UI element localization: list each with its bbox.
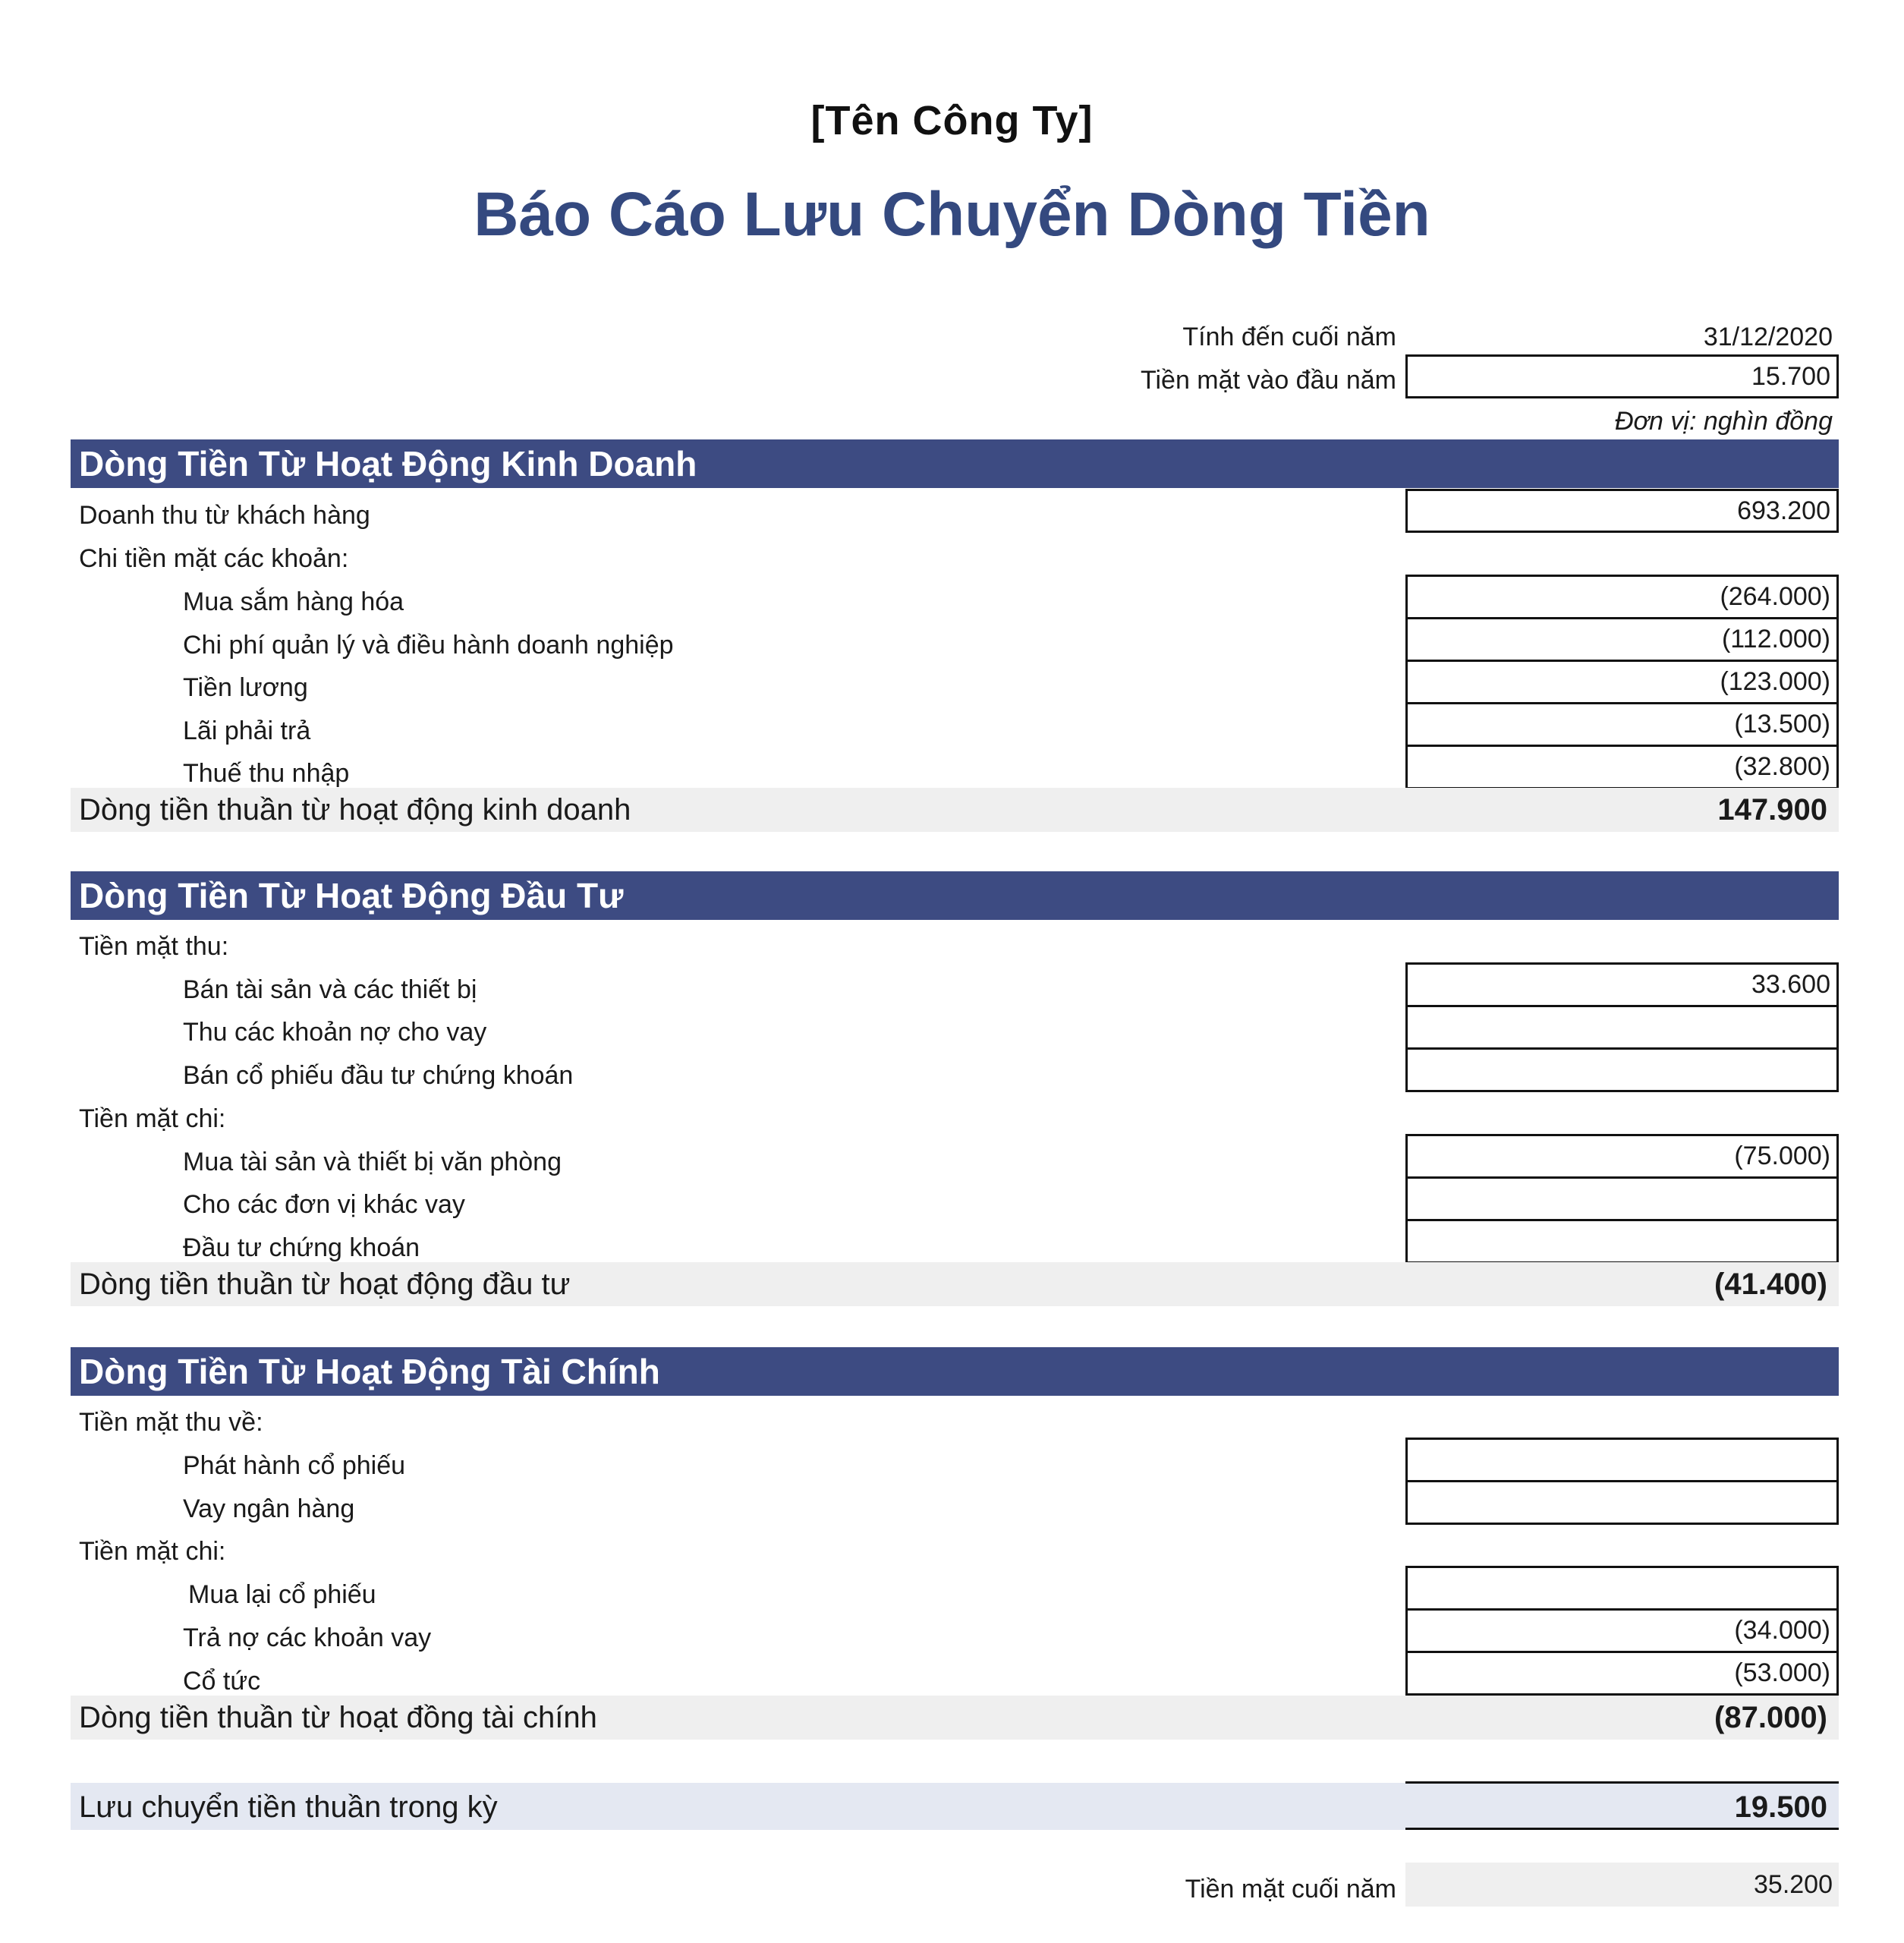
- inv-receipt-cell[interactable]: [1405, 1005, 1839, 1050]
- inv-receipt-cell[interactable]: 33.600: [1405, 962, 1839, 1007]
- closing-cash-label: Tiền mặt cuối năm: [1185, 1875, 1396, 1904]
- period-value[interactable]: 31/12/2020: [1703, 323, 1833, 351]
- op-item-cell[interactable]: (112.000): [1405, 617, 1839, 662]
- inv-payment-cell[interactable]: (75.000): [1405, 1134, 1839, 1179]
- operating-total-label: Dòng tiền thuần từ hoạt động kinh doanh: [79, 793, 631, 827]
- fin-payment-label: Cổ tức: [183, 1667, 261, 1696]
- net-top-rule: [1405, 1781, 1839, 1784]
- unit-label: Đơn vị: nghìn đồng: [1614, 407, 1833, 436]
- opening-cash-cell[interactable]: 15.700: [1405, 354, 1839, 398]
- financing-payments-label: Tiền mặt chi:: [79, 1537, 226, 1566]
- fin-payment-label: Mua lại cổ phiếu: [188, 1580, 376, 1609]
- financing-section-title: Dòng Tiền Từ Hoạt Động Tài Chính: [79, 1352, 660, 1391]
- inv-payment-cell[interactable]: [1405, 1176, 1839, 1221]
- financing-total-label: Dòng tiền thuần từ hoạt đồng tài chính: [79, 1701, 597, 1734]
- company-name: [Tên Công Ty]: [810, 98, 1094, 143]
- operating-section-title: Dòng Tiền Từ Hoạt Động Kinh Doanh: [79, 444, 697, 483]
- fin-payment-cell[interactable]: (34.000): [1405, 1608, 1839, 1653]
- opening-cash-label: Tiền mặt vào đầu năm: [1140, 366, 1396, 395]
- op-item-cell[interactable]: (13.500): [1405, 702, 1839, 747]
- fin-receipt-cell[interactable]: [1405, 1438, 1839, 1482]
- fin-payment-label: Trả nợ các khoản vay: [183, 1623, 432, 1652]
- op-item-label: Thuế thu nhập: [183, 759, 350, 788]
- inv-payment-label: Cho các đơn vị khác vay: [183, 1190, 465, 1219]
- op-item-cell[interactable]: (264.000): [1405, 575, 1839, 619]
- inv-receipt-cell[interactable]: [1405, 1047, 1839, 1092]
- investing-total-label: Dòng tiền thuần từ hoạt động đầu tư: [79, 1268, 571, 1301]
- inv-receipt-label: Thu các khoản nợ cho vay: [183, 1018, 487, 1047]
- investing-receipts-label: Tiền mặt thu:: [79, 932, 229, 961]
- period-label: Tính đến cuối năm: [1182, 323, 1396, 351]
- investing-payments-label: Tiền mặt chi:: [79, 1104, 226, 1133]
- fin-receipt-label: Vay ngân hàng: [183, 1494, 355, 1523]
- inv-receipt-label: Bán cổ phiếu đầu tư chứng khoán: [183, 1061, 574, 1090]
- net-cash-flow-value[interactable]: 19.500: [1734, 1790, 1827, 1824]
- op-item-label: Lãi phải trả: [183, 716, 311, 745]
- fin-receipt-cell[interactable]: [1405, 1480, 1839, 1525]
- financing-receipts-label: Tiền mặt thu về:: [79, 1408, 263, 1437]
- closing-cash-value[interactable]: 35.200: [1405, 1863, 1839, 1907]
- revenue-cell[interactable]: 693.200: [1405, 489, 1839, 533]
- net-cash-flow-label: Lưu chuyển tiền thuần trong kỳ: [79, 1790, 498, 1824]
- inv-payment-cell[interactable]: [1405, 1219, 1839, 1264]
- fin-receipt-label: Phát hành cổ phiếu: [183, 1451, 406, 1480]
- op-item-cell[interactable]: (123.000): [1405, 660, 1839, 704]
- investing-total-value[interactable]: (41.400): [1714, 1268, 1827, 1301]
- fin-payment-cell[interactable]: (53.000): [1405, 1651, 1839, 1696]
- inv-payment-label: Đầu tư chứng khoán: [183, 1233, 420, 1262]
- revenue-label: Doanh thu từ khách hàng: [79, 501, 370, 530]
- inv-payment-label: Mua tài sản và thiết bị văn phòng: [183, 1148, 562, 1176]
- financing-total-value[interactable]: (87.000): [1714, 1701, 1827, 1734]
- op-item-label: Chi phí quản lý và điều hành doanh nghiệp: [183, 631, 674, 660]
- fin-payment-cell[interactable]: [1405, 1566, 1839, 1611]
- op-item-label: Mua sắm hàng hóa: [183, 587, 404, 616]
- operating-total-value[interactable]: 147.900: [1717, 793, 1827, 827]
- inv-receipt-label: Bán tài sản và các thiết bị: [183, 975, 477, 1004]
- op-item-label: Tiền lương: [183, 673, 308, 702]
- operating-payments-label: Chi tiền mặt các khoản:: [79, 544, 349, 573]
- report-title: Báo Cáo Lưu Chuyển Dòng Tiền: [474, 180, 1430, 249]
- investing-section-title: Dòng Tiền Từ Hoạt Động Đầu Tư: [79, 876, 624, 915]
- op-item-cell[interactable]: (32.800): [1405, 745, 1839, 789]
